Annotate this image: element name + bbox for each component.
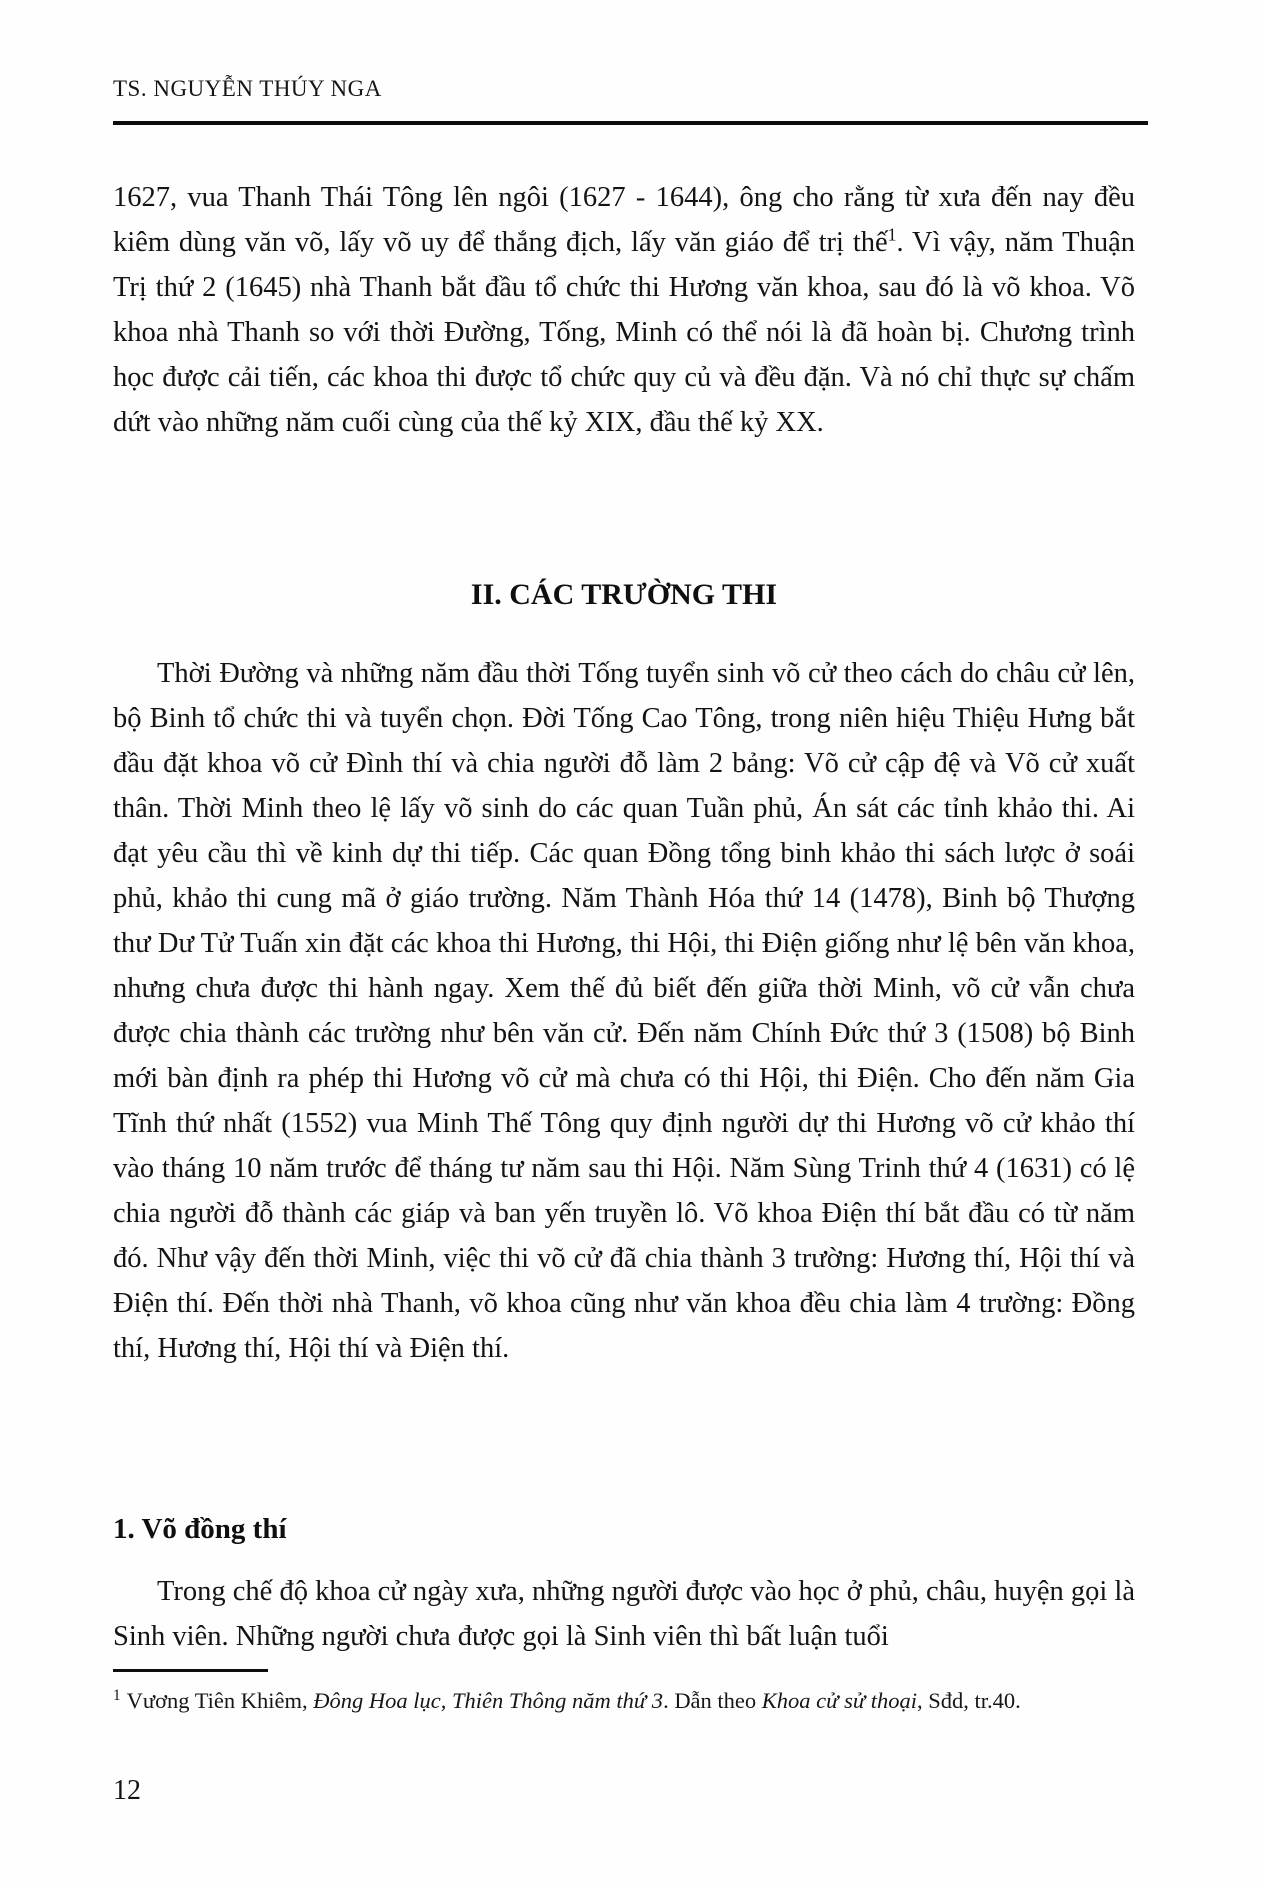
paragraph-2: Thời Đường và những năm đầu thời Tống tuyển sinh võ cử theo cách do châu cử lên, bộ Binh tổ chức thi và tuyển chọn. Đời Tống Cao Tông, trong niên hiệu Thiệu Hưng bắt đầu đặt khoa võ cử Đình thí và chia người đỗ làm 2 bảng: Võ cử cập đệ và Võ cử xuất thân. Thời Minh theo lệ lấy võ sinh do các quan Tuần phủ, Án sát các tỉnh khảo thi. Ai đạt yêu cầu thì về kinh dự thi tiếp. Các quan Đồng tổng binh khảo thi sách lược ở soái phủ, khảo thi cung mã ở giáo trường. Năm Thành Hóa thứ 14 (1478), Binh bộ Thượng thư Dư Tử Tuấn xin đặt các khoa thi Hương, thi Hội, thi Điện giống như lệ bên văn khoa, nhưng chưa được thi hành ngay. Xem thế đủ biết đến giữa thời Minh, võ cử vẫn chưa được chia thành các trường như bên văn cử. Đến năm Chính Đức thứ 3 (1508) bộ Binh mới bàn định ra phép thi Hương võ cử mà chưa có thi Hội, thi Điện. Cho đến năm Gia Tĩnh thứ nhất (1552) vua Minh Thế Tông quy định người dự thi Hương võ cử khảo thí vào tháng 10 năm trước để tháng tư năm sau thi Hội. Năm Sùng Trinh thứ 4 (1631) có lệ chia người đỗ thành các giáp và ban yến truyền lô. Võ khoa Điện thí bắt đầu có từ năm đó. Như vậy đến thời Minh, việc thi võ cử đã chia thành 3 trường: Hương thí, Hội thí và Điện thí. Đến thời nhà Thanh, võ khoa cũng như văn khoa đều chia làm 4 trường: Đồng thí, Hương thí, Hội thí và Điện thí. (113, 657, 1135, 1364)
footnote-rule (113, 1669, 268, 1672)
running-header-author: TS. NGUYỄN THÚY NGA (113, 76, 382, 101)
footnote-cited-work: Khoa cử sử thoại (761, 1688, 917, 1713)
footnote-work-title: Đông Hoa lục, Thiên Thông năm thứ 3 (313, 1688, 664, 1713)
footnote-middle-text: . Dẫn theo (663, 1688, 762, 1713)
header-rule (113, 121, 1148, 125)
footnote-1 (113, 1686, 1148, 1716)
paragraph-1-text-after-ref: . Vì vậy, năm Thuận Trị thứ 2 (1645) nhà Thanh bắt đầu tổ chức thi Hương văn khoa, sau đó là võ khoa. Võ khoa nhà Thanh so với thời Đường, Tống, Minh có thể nói là đã hoàn bị. Chương trình học được cải tiến, các khoa thi được tổ chức quy củ và đều đặn. Và nó chỉ thực sự chấm dứt vào những năm cuối cùng của thế kỷ XIX, đầu thế kỷ XX. (113, 226, 1135, 438)
footnote-marker: 1 (113, 1686, 121, 1704)
footnote-author: Vương Tiên Khiêm, (126, 1688, 314, 1713)
sub-heading: 1. Võ đồng thí (113, 1513, 287, 1545)
page-number: 12 (113, 1775, 141, 1806)
footnote-reference-1: 1 (887, 224, 897, 244)
section-heading: II. CÁC TRƯỜNG THI (470, 577, 778, 611)
paragraph-1-text-before-ref: 1627, vua Thanh Thái Tông lên ngôi (1627 - 1644), ông cho rằng từ xưa đến nay đều kiêm dùng văn võ, lấy võ uy để thắng địch, lấy văn giáo để trị thế (113, 181, 1135, 258)
footnote-tail-text: , Sđd, tr.40. (916, 1688, 1021, 1713)
paragraph-1 (113, 175, 1135, 445)
paragraph-3: Trong chế độ khoa cử ngày xưa, những người được vào học ở phủ, châu, huyện gọi là Sinh viên. Những người chưa được gọi là Sinh viên thì bất luận tuổi (113, 1575, 1135, 1652)
